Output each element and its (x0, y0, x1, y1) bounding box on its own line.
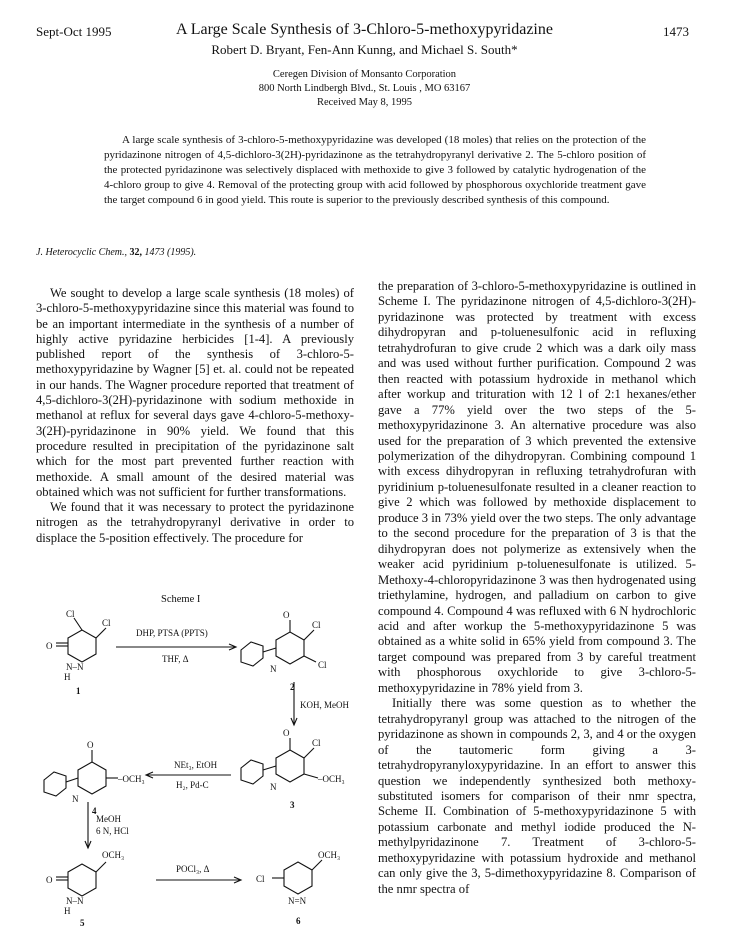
journal-volume: 32, (129, 247, 142, 258)
abstract-text: A large scale synthesis of 3-chloro-5-methoxypyridazine was developed (18 moles) that relies on the protection of the pyridazinone nitrogen of 4,5-dichloro-3(2H)-pyridazinone as the tetrahydropyranyl derivative 2. The 5-chloro position of the protected pyridazinone was selectively displaced with methoxide to give 3 followed by catalytic hydrogenation of the 4-chloro group to give 4. Removal of the protecting group with acid followed by phosphorous oxychloride treatment gave the target compound 6 in good yield. This route is superior to the previously described synthesis of this compound. (104, 134, 646, 206)
chlorine-label: Cl (312, 620, 321, 630)
oxygen-label: O (283, 610, 290, 620)
reagent-label: H₂, Pd-C (176, 780, 209, 790)
chlorine-label: Cl (66, 609, 75, 619)
nn-label: N–N (66, 662, 84, 672)
affiliation-block (0, 68, 729, 110)
paragraph: We sought to develop a large scale synthesis (18 moles) of 3-chloro-5-methoxypyridazine since this material was found to be an important intermediate in the synthesis of a number of highly active pyridazine herbicides [1-4]. A previously published report of the synthesis of 3-chloro-5-methoxypyridazine by Wagner [5] et. al. could not be repeated in our hands. The Wagner procedure reported that treatment of 4,5-dichloro-3(2H)-pyridazinone with sodium methoxide in methanol at reflux for several days gave 4-chloro-5-methoxy-3(2H)-pyridazinone in 90% yield. We found that this procedure resulted in precipitation of the pyridazinone salt which for the most part prevented further reaction with methoxide. A small amount of the desired material was obtained which was not sufficient for further transformations. (36, 286, 354, 499)
abstract (104, 133, 646, 208)
chlorine-label: Cl (312, 738, 321, 748)
thp-ring-3 (241, 760, 263, 784)
nn-label: N=N (288, 896, 307, 906)
paragraph: Initially there was some question as to whether the tetrahydropyranyl group was attached to the nitrogen of the pyridazinone as shown in compounds 2, 3, and 4 or the oxygen of the tautomeric form giving a 3-tetrahydropyranyloxypyridazine. In an effort to answer this question we independently synthesized both methoxy-substituted isomers for comparison of their nmr spectra, Scheme II. Combination of 5-methoxypyridazinone 5 with potassium carbonate and methyl iodide produced the N-methylpyridazinone 7. Treatment of 3-chloro-5-methoxypyridazine with potassium hydroxide and methanol can only give the 3, 5-dimethoxypyridazine 8. Comparison of the nmr spectra of (378, 696, 696, 896)
pyridazinone-ring-2 (276, 632, 304, 664)
nn-label: N–N (66, 896, 84, 906)
chlorine-label: Cl (256, 874, 265, 884)
author-list: Robert D. Bryant, Fen-Ann Kunng, and Michael S. South* (211, 42, 518, 57)
paragraph: We found that it was necessary to protect the pyridazinone nitrogen as the tetrahydropyranyl derivative in order to displace the 5-position effectively. The procedure for (36, 500, 354, 545)
journal-name: J. Heterocyclic Chem., (36, 247, 127, 258)
scheme-i-diagram (36, 590, 366, 930)
methoxy-label: OCH₃ (318, 850, 341, 860)
reagent-label: POCl₃, Δ (176, 864, 210, 874)
affiliation-org: Ceregen Division of Monsanto Corporation (272, 69, 457, 80)
body-column-right (378, 279, 696, 897)
compound-number: 3 (290, 800, 295, 810)
methoxy-label: –OCH₃ (318, 774, 345, 784)
hydrogen-label: H (64, 906, 71, 916)
reagent-label: 6 N, HCl (96, 826, 129, 836)
pyridazinone-ring-4 (78, 762, 106, 794)
pyridazinone-ring-1 (68, 630, 96, 662)
scheme-title: Scheme I (161, 594, 201, 605)
page-number: 1473 (663, 24, 689, 39)
pyridazinone-ring-5 (68, 864, 96, 896)
chlorine-label: Cl (102, 618, 111, 628)
running-header-date: Sept-Oct 1995 (36, 24, 112, 39)
paragraph: the preparation of 3-chloro-5-methoxypyridazine is outlined in Scheme I. The pyridazinone nitrogen of 4,5-dichloro-3(2H)-pyridazinone was protected by treatment with excess dihydropyran and p-toluenesulfonic acid in refluxing tetrahydrofuran to give crude 2 which was a dark oily mass and was used without further purification. Compound 2 was then reacted with potassium hydroxide in methanol which after workup and trituration with 12 l of 2:1 hexanes/ether gave a 77% yield over the two steps of the 5-methoxypyridazinone 3. An alternative procedure was also used for the preparation of 3 which prevented the extensive polymerization of the dihydropyran. Combining compound 1 with excess dihydropyran in refluxing tetrahydrofuran with pyridinium p-toluenesulfonate resulted in a cleaner reaction to give 2 which was followed by methoxide displacement to produce 3 in 73% yield over the two steps. The only advantage to the second procedure for the preparation of 3 is that the dihydropyran does not polymerize as extensively when the weaker acid pyridinium p-toluenesulfonate is utilized. 5-Methoxy-4-chloropyridazinone 3 was then hydrogenated using triethylamine, hydrogen, and palladium on carbon to give compound 4. Compound 4 was refluxed with 6 N hydrochloric acid and after workup the 5-methoxypyridazinone 5 was obtained as a white solid in 65% yield from compound 3. The target compound was prepared from 3 by careful treatment with phosphorous oxychloride to give 3-chloro-5-methoxypyridazine in 78% yield from 3. (378, 279, 696, 695)
reagent-label: THF, Δ (162, 654, 189, 664)
chlorine-label: Cl (318, 660, 327, 670)
compound-number: 1 (76, 686, 81, 696)
affiliation-address: 800 North Lindbergh Blvd., St. Louis , MO 63167 (258, 83, 471, 94)
journal-citation (36, 247, 196, 258)
reagent-label: MeOH (96, 814, 121, 824)
oxygen-label: O (283, 728, 290, 738)
compound-number: 4 (92, 806, 97, 816)
pyridazinone-ring-3 (276, 750, 304, 782)
body-column-left (36, 286, 354, 546)
thp-ring-4 (44, 772, 66, 796)
nitrogen-label: N (270, 782, 277, 792)
journal-pages: 1473 (1995). (144, 247, 197, 258)
nitrogen-label: N (270, 664, 277, 674)
scheme-figure (36, 590, 366, 930)
oxygen-label: O (46, 875, 53, 885)
thp-ring-2 (241, 642, 263, 666)
methoxy-label: –OCH₃ (118, 774, 145, 784)
reagent-label: DHP, PTSA (PPTS) (136, 628, 208, 638)
compound-number: 2 (290, 682, 295, 692)
compound-number: 6 (296, 916, 301, 926)
received-date: Received May 8, 1995 (316, 97, 413, 108)
paper-title: A Large Scale Synthesis of 3-Chloro-5-methoxypyridazine (176, 21, 553, 38)
pyridazine-ring-6 (284, 862, 312, 894)
oxygen-label: O (87, 740, 94, 750)
compound-number: 5 (80, 918, 85, 928)
nitrogen-label: N (72, 794, 79, 804)
oxygen-label: O (46, 641, 53, 651)
methoxy-label: OCH₃ (102, 850, 125, 860)
hydrogen-label: H (64, 672, 71, 682)
reagent-label: KOH, MeOH (300, 700, 349, 710)
reagent-label: NEt₃, EtOH (174, 760, 218, 770)
